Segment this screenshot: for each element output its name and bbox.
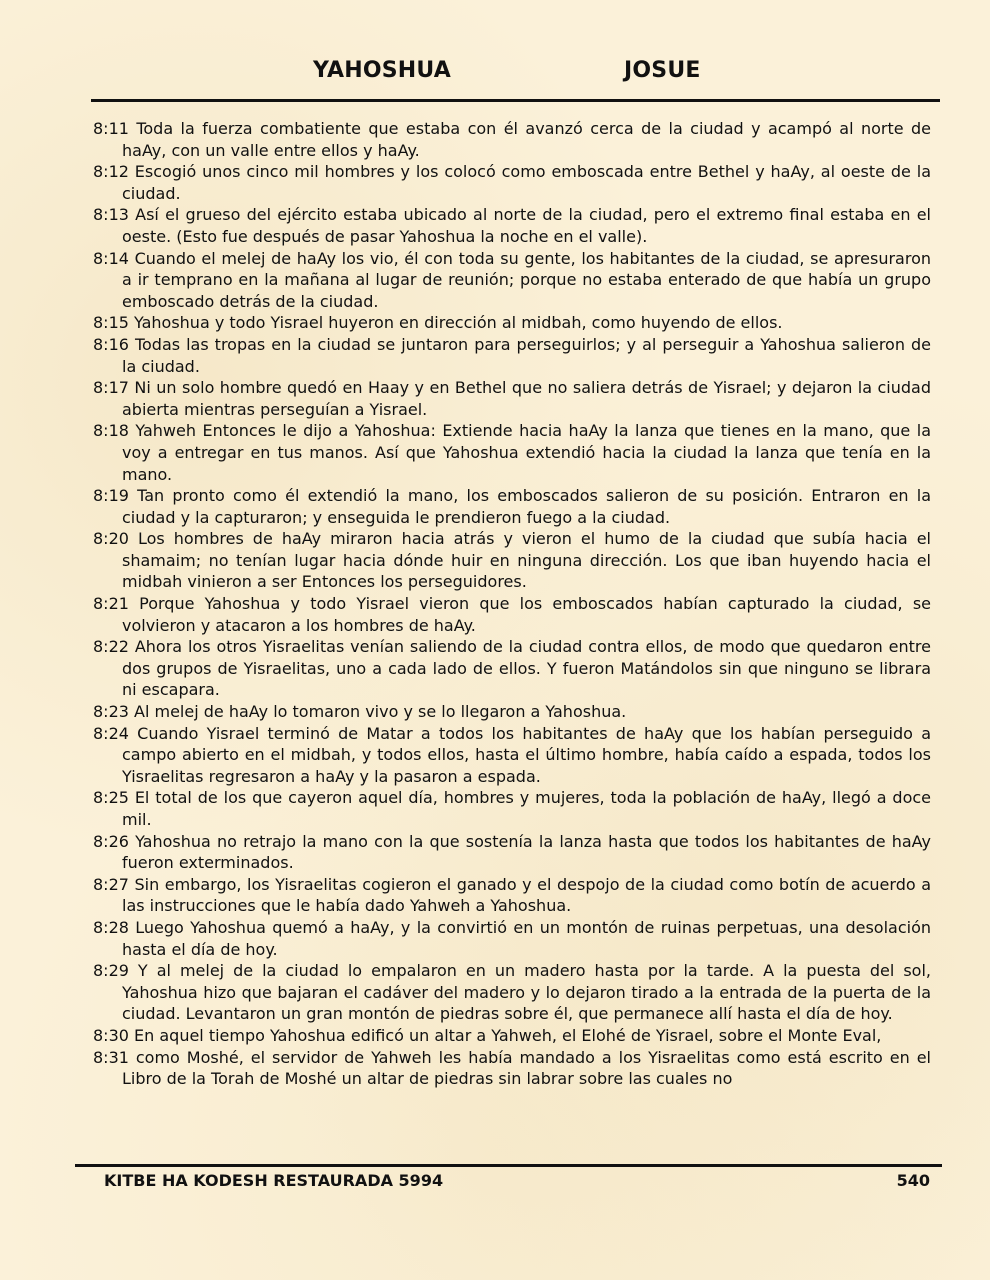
page-footer (0, 1171, 990, 1195)
header-book-title: YAHOSHUA (313, 58, 452, 83)
header-divider (91, 99, 940, 102)
verse-8-22: 8:22 Ahora los otros Yisraelitas venían saliendo de la ciudad contra ellos, de modo que quedaron entre dos grupos de Yisraelitas, uno a cada lado de ellos. Y fueron Matándolos sin que ninguno se librara ni escapara. (93, 637, 931, 700)
verse-8-23: 8:23 Al melej de haAy lo tomaron vivo y se lo llegaron a Yahoshua. (93, 702, 627, 722)
verse-8-28: 8:28 Luego Yahoshua quemó a haAy, y la convirtió en un montón de ruinas perpetuas, una desolación hasta el día de hoy. (93, 917, 931, 959)
verse-8-27: 8:27 Sin embargo, los Yisraelitas cogieron el ganado y el despojo de la ciudad como botín de acuerdo a las instrucciones que le había dado Yahweh a Yahoshua. (93, 874, 931, 916)
verse-8-13: 8:13 Así el grueso del ejército estaba ubicado al norte de la ciudad, pero el extremo final estaba en el oeste. (Esto fue después de pasar Yahoshua la noche en el valle). (93, 205, 931, 246)
verse-8-15: 8:15 Yahoshua y todo Yisrael huyeron en dirección al midbah, como huyendo de ellos. (93, 313, 783, 333)
page-header (0, 58, 990, 90)
verse-8-31: 8:31 como Moshé, el servidor de Yahweh les había mandado a los Yisraelitas como está escrito en el Libro de la Torah de Moshé un altar de piedras sin labrar sobre las cuales no (93, 1047, 931, 1089)
verse-8-12: 8:12 Escogió unos cinco mil hombres y los colocó como emboscada entre Bethel y haAy, al oeste de la ciudad. (93, 162, 931, 203)
verse-8-18: 8:18 Yahweh Entonces le dijo a Yahoshua: Extiende hacia haAy la lanza que tienes en la mano, que la voy a entregar en tus manos. Así que Yahoshua extendió hacia la ciudad la lanza que tenía en la mano. (93, 421, 931, 484)
page-number: 540 (896, 1171, 930, 1190)
verse-8-19: 8:19 Tan pronto como él extendió la mano, los emboscados salieron de su posición. Entraron en la ciudad y la capturaron; y enseguida le prendieron fuego a la ciudad. (93, 486, 931, 527)
verse-8-20: 8:20 Los hombres de haAy miraron hacia atrás y vieron el humo de la ciudad que subía hacia el shamaim; no tenían lugar hacia dónde huir en ninguna dirección. Los que iban huyendo hacia el midbah vinieron a ser Entonces los perseguidores. (93, 529, 931, 592)
verse-8-25: 8:25 El total de los que cayeron aquel día, hombres y mujeres, toda la población de haAy, llegó a doce mil. (93, 788, 931, 829)
verse-8-26: 8:26 Yahoshua no retrajo la mano con la que sostenía la lanza hasta que todos los habitantes de haAy fueron exterminados. (93, 831, 931, 873)
verse-8-14: 8:14 Cuando el melej de haAy los vio, él con toda su gente, los habitantes de la ciudad, se apresuraron a ir temprano en la mañana al lugar de reunión; porque no estaba enterado de que había un grupo emboscado detrás de la ciudad. (93, 248, 931, 311)
footer-divider (75, 1164, 942, 1167)
verse-8-21: 8:21 Porque Yahoshua y todo Yisrael vieron que los emboscados habían capturado la ciudad, se volvieron y atacaron a los hombres de haAy. (93, 594, 931, 635)
verse-list (93, 118, 931, 1090)
verse-8-29: 8:29 Y al melej de la ciudad lo empalaron en un madero hasta por la tarde. A la puesta del sol, Yahoshua hizo que bajaran el cadáver del madero y lo dejaron tirado a la entrada de la puerta de la ciudad. Levantaron un gran montón de piedras sobre él, que permanece allí hasta el día de hoy. (93, 961, 931, 1024)
verse-8-17: 8:17 Ni un solo hombre quedó en Haay y en Bethel que no saliera detrás de Yisrael; y dejaron la ciudad abierta mientras perseguían a Yisrael. (93, 378, 931, 419)
verse-8-16: 8:16 Todas las tropas en la ciudad se juntaron para perseguirlos; y al perseguir a Yahoshua salieron de la ciudad. (93, 334, 931, 376)
footer-title: KITBE HA KODESH RESTAURADA 5994 (104, 1171, 444, 1190)
verse-8-30: 8:30 En aquel tiempo Yahoshua edificó un altar a Yahweh, el Elohé de Yisrael, sobre el Monte Eval, (93, 1025, 882, 1045)
header-book-title-spanish: JOSUE (624, 58, 701, 83)
verse-8-24: 8:24 Cuando Yisrael terminó de Matar a todos los habitantes de haAy que los habían perseguido a campo abierto en el midbah, y todos ellos, hasta el último hombre, había caído a espada, todos los Yisraelitas regresaron a haAy y la pasaron a espada. (93, 723, 931, 786)
verse-8-11: 8:11 Toda la fuerza combatiente que estaba con él avanzó cerca de la ciudad y acampó al norte de haAy, con un valle entre ellos y haAy. (93, 119, 931, 160)
